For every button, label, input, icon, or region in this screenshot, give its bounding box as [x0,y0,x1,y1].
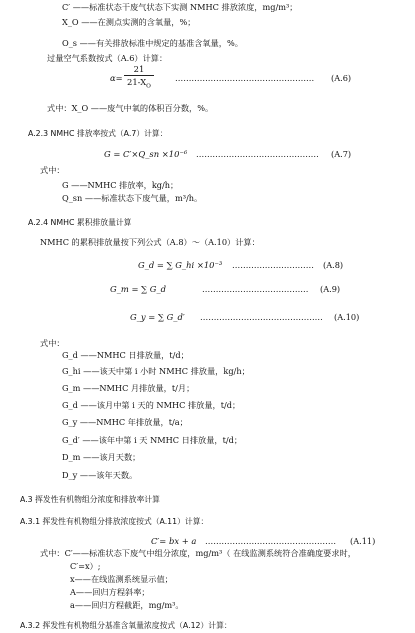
def-a-intercept: a——回归方程截距，mg/m³。 [70,600,184,610]
eq-a11-leader: ………………………………………… [205,536,336,546]
def-gd-prime: G_d′ ——该年中第 i 天 NMHC 日排放量，t/d； [62,435,243,445]
eq-a7-formula: G = C′×Q_sn ×10⁻⁶ [104,149,188,159]
def-c-prime: C′ ——标准状态干废气状态下实测 NMHC 排放浓度，mg/m³； [62,2,298,12]
eq-a9-formula: G_m = ∑ G_d [110,284,167,294]
eq-a11-formula: C′= bx + a [151,536,197,546]
def-gd-month: G_d ——该月中第 i 天的 NMHC 排放量，t/d； [62,400,241,410]
section-a32-heading: A.3.2 挥发性有机物组分基准含氧量浓度按式（A.12）计算： [20,621,232,630]
eq-a6-number: (A.6) [331,73,352,83]
section-a24-intro: NMHC 的累积排放量按下列公式（A.8）～（A.10）计算： [40,237,260,247]
section-a3-heading: A.3 挥发性有机物组分浓度和排放率计算 [20,495,160,504]
eq-a8-number: (A.8) [323,260,344,270]
def-x: x——在线监测系统显示值； [70,574,173,584]
eq-a6-fraction [124,64,154,90]
def-gy: G_y ——NMHC 年排放量，t/a； [62,417,188,427]
where-a8: 式中： [40,338,65,348]
eq-a9-leader: ………………………………… [202,284,309,294]
eq-a6-lhs: α= [110,73,123,83]
where-a7: 式中： [40,165,65,175]
eq-a6-denominator: $21-X_O$ [127,77,151,90]
eq-a6-numerator: 21 [133,64,145,74]
eq-a10-number: (A.10) [334,312,360,322]
where-a11-cont: C′=x）; [70,561,101,571]
def-qsn: Q_sn ——标准状态下废气量，m³/h。 [62,193,203,203]
eq-a8-leader: ………………………… [232,260,314,270]
def-dm: D_m ——该月天数； [62,452,141,462]
eq-a6-where: 式中：X_O ——废气中氧的体积百分数，%。 [47,103,214,113]
eq-a7-leader: ……………………………………… [196,149,319,159]
eq-a8-formula: G_d = ∑ G_hi ×10⁻³ [138,260,223,270]
eq-a6-leader: …………………………………………… [175,73,315,83]
section-a24-heading: A.2.4 NMHC 累积排放量计算 [28,218,132,227]
eq-a10-formula: G_y = ∑ G_d′ [130,312,185,322]
def-os: O_s ——有关排放标准中规定的基准含氧量，%。 [62,38,243,48]
where-a11: 式中：C′——标准状态下废气中组分浓度，mg/m³（ 在线监测系统符合准确度要求时， [40,548,356,558]
eq-a9-number: (A.9) [320,284,341,294]
eq-a10-leader: ……………………………………… [200,312,323,322]
def-gd: G_d ——NMHC 日排放量，t/d； [62,350,189,360]
section-a31-heading: A.3.1 挥发性有机物组分排放浓度按式（A.11）计算： [20,517,209,526]
excess-air-intro: 过量空气系数按式（A.6）计算： [47,53,168,63]
section-a23-heading: A.2.3 NMHC 排放率按式（A.7）计算： [28,129,168,138]
def-a-slope: A——回归方程斜率； [70,587,150,597]
eq-a11-number: (A.11) [350,536,376,546]
def-g: G ——NMHC 排放率，kg/h； [62,180,179,190]
def-dy: D_y ——该年天数。 [62,470,138,480]
eq-a7-number: (A.7) [331,149,352,159]
def-xo: X_O ——在测点实测的含氧量，%； [62,17,196,27]
eq-a6-fraction-bar [124,75,154,76]
def-ghi: G_hi ——该天中第 i 小时 NMHC 排放量，kg/h； [62,366,250,376]
def-gm: G_m ——NMHC 月排放量，t/月； [62,383,195,393]
